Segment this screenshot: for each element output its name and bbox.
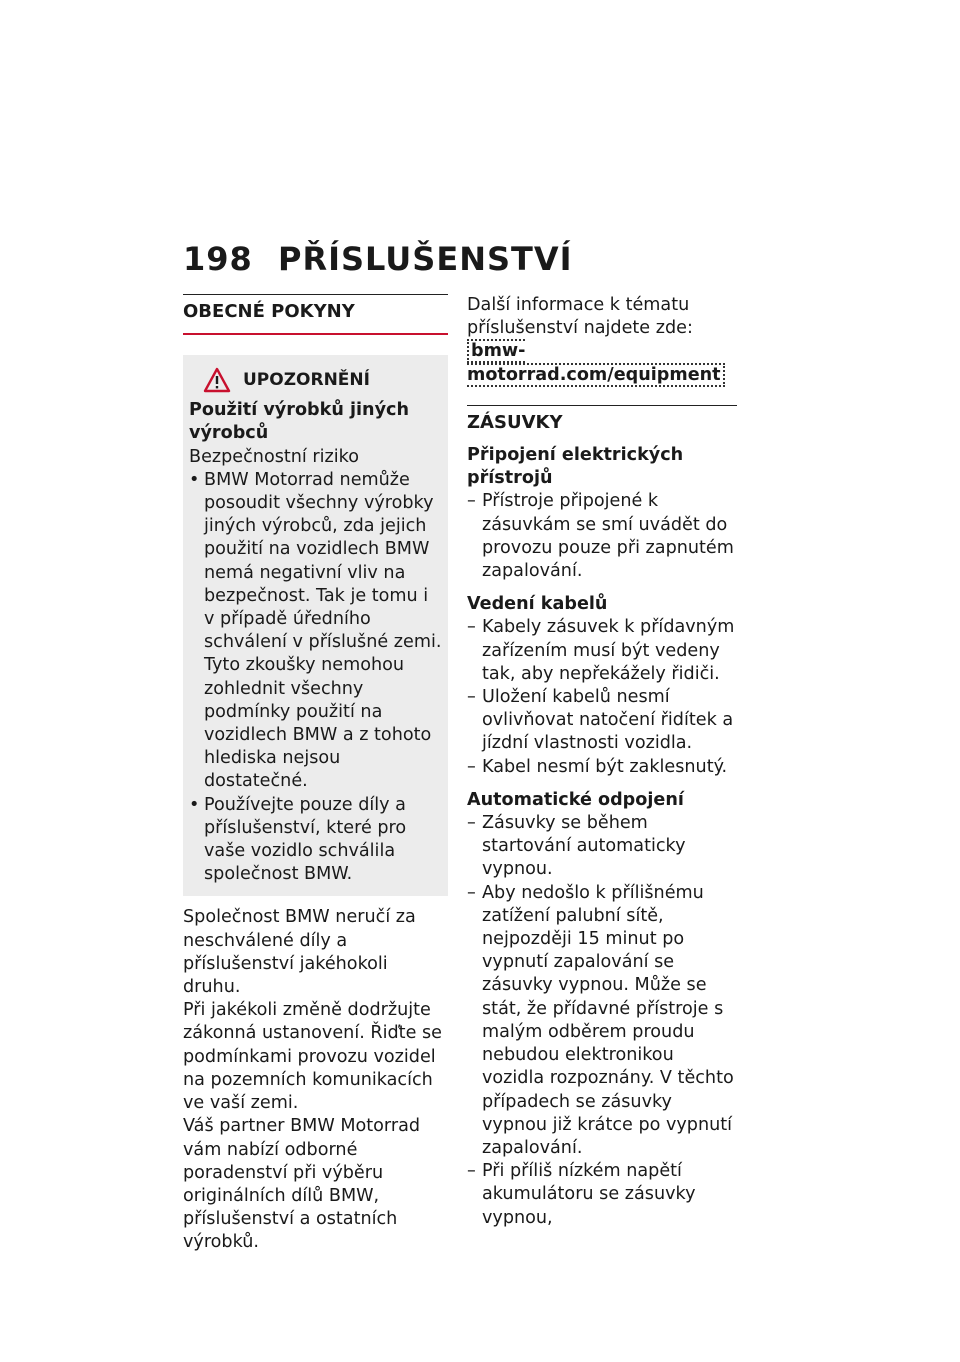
page-header: [183, 240, 573, 280]
left-column: [183, 294, 448, 1255]
list-item: – Zásuvky se během startování automaticky vypnou.: [467, 812, 737, 882]
chapter-title: PŘÍSLUŠENSTVÍ: [278, 240, 573, 278]
section-title-general: OBECNÉ POKYNY: [183, 301, 355, 322]
list-item: – Aby nedošlo k přílišnému zatížení palubní sítě, nejpozději 15 minut po vypnutí zapalování se zásuvky vypnou. Může se stát, že přídavné přístroje s malým odběrem proudu nebudou elektronikou vozidla rozpoznány. V těchto případech se zásuvky vypnou již krátce po vypnutí zapalování.: [467, 882, 737, 1160]
right-column: [467, 294, 737, 1230]
subsection-title: Automatické odpojení: [467, 789, 684, 810]
list-item: – Kabely zásuvek k přídavným zařízením musí být vedeny tak, aby nepřekážely řidiči.: [467, 616, 737, 686]
page-number: 198: [183, 240, 253, 278]
list-item: – Kabel nesmí být zaklesnutý.: [467, 756, 737, 779]
paragraph: Společnost BMW neručí za neschválené díly a příslušenství jakéhokoli druhu.: [183, 907, 416, 998]
subsection-title: Vedení kabelů: [467, 594, 608, 615]
section-red-rule: [183, 333, 448, 335]
warning-bullet: • Používejte pouze díly a příslušenství, které pro vaše vozidlo schválila společnost BMW.: [189, 794, 442, 887]
warning-header: [203, 367, 442, 393]
subsection-list: [467, 812, 737, 1230]
list-item: – Při příliš nízkém napětí akumulátoru se zásuvky vypnou,: [467, 1160, 737, 1230]
subsection-title: Připojení elektrických přístrojů: [467, 445, 684, 489]
section-title-sockets: ZÁSUVKY: [467, 411, 563, 433]
warning-label: UPOZORNĚNÍ: [243, 369, 370, 390]
warning-title: Použití výrobků jiných výrobců: [189, 400, 409, 444]
warning-subtitle: Bezpečnostní riziko: [189, 446, 359, 467]
paragraph: Při jakékoli změně dodržujte zákonná ustanovení. Řiďte se podmínkami provozu vozidel na pozemních komunikacích ve vaší zemi.: [183, 1000, 442, 1114]
warning-box: [183, 355, 448, 896]
list-item: – Přístroje připojené k zásuvkám se smí uvádět do provozu pouze při zapnutém zapalování.: [467, 490, 737, 583]
info-text: [467, 294, 737, 387]
warning-bullet: • BMW Motorrad nemůže posoudit všechny výrobky jiných výrobců, zda jejich použití na vozidlech BMW nemá negativní vliv na bezpečnost. Tak je tomu i v případě úředního schválení v příslušné zemi. Tyto zkoušky nemohou zohlednit všechny podmínky použití na vozidlech BMW a z tohoto hlediska nejsou dostatečné.: [189, 469, 442, 794]
equipment-link[interactable]: bmw-motorrad.com/equipment: [467, 339, 725, 386]
subsection-list: [467, 490, 737, 583]
warning-triangle-icon: [203, 367, 231, 393]
warning-bullets: [189, 469, 442, 887]
list-item: – Uložení kabelů nesmí ovlivňovat natočení řidítek a jízdní vlastnosti vozidla.: [467, 686, 737, 756]
paragraph: Váš partner BMW Motorrad vám nabízí odborné poradenství při výběru originálních dílů BMW, příslušenství a ostatních výrobků.: [183, 1116, 421, 1253]
subsection-list: [467, 616, 737, 778]
info-text-label: Další informace k tématu příslušenství najdete zde:: [467, 295, 693, 339]
